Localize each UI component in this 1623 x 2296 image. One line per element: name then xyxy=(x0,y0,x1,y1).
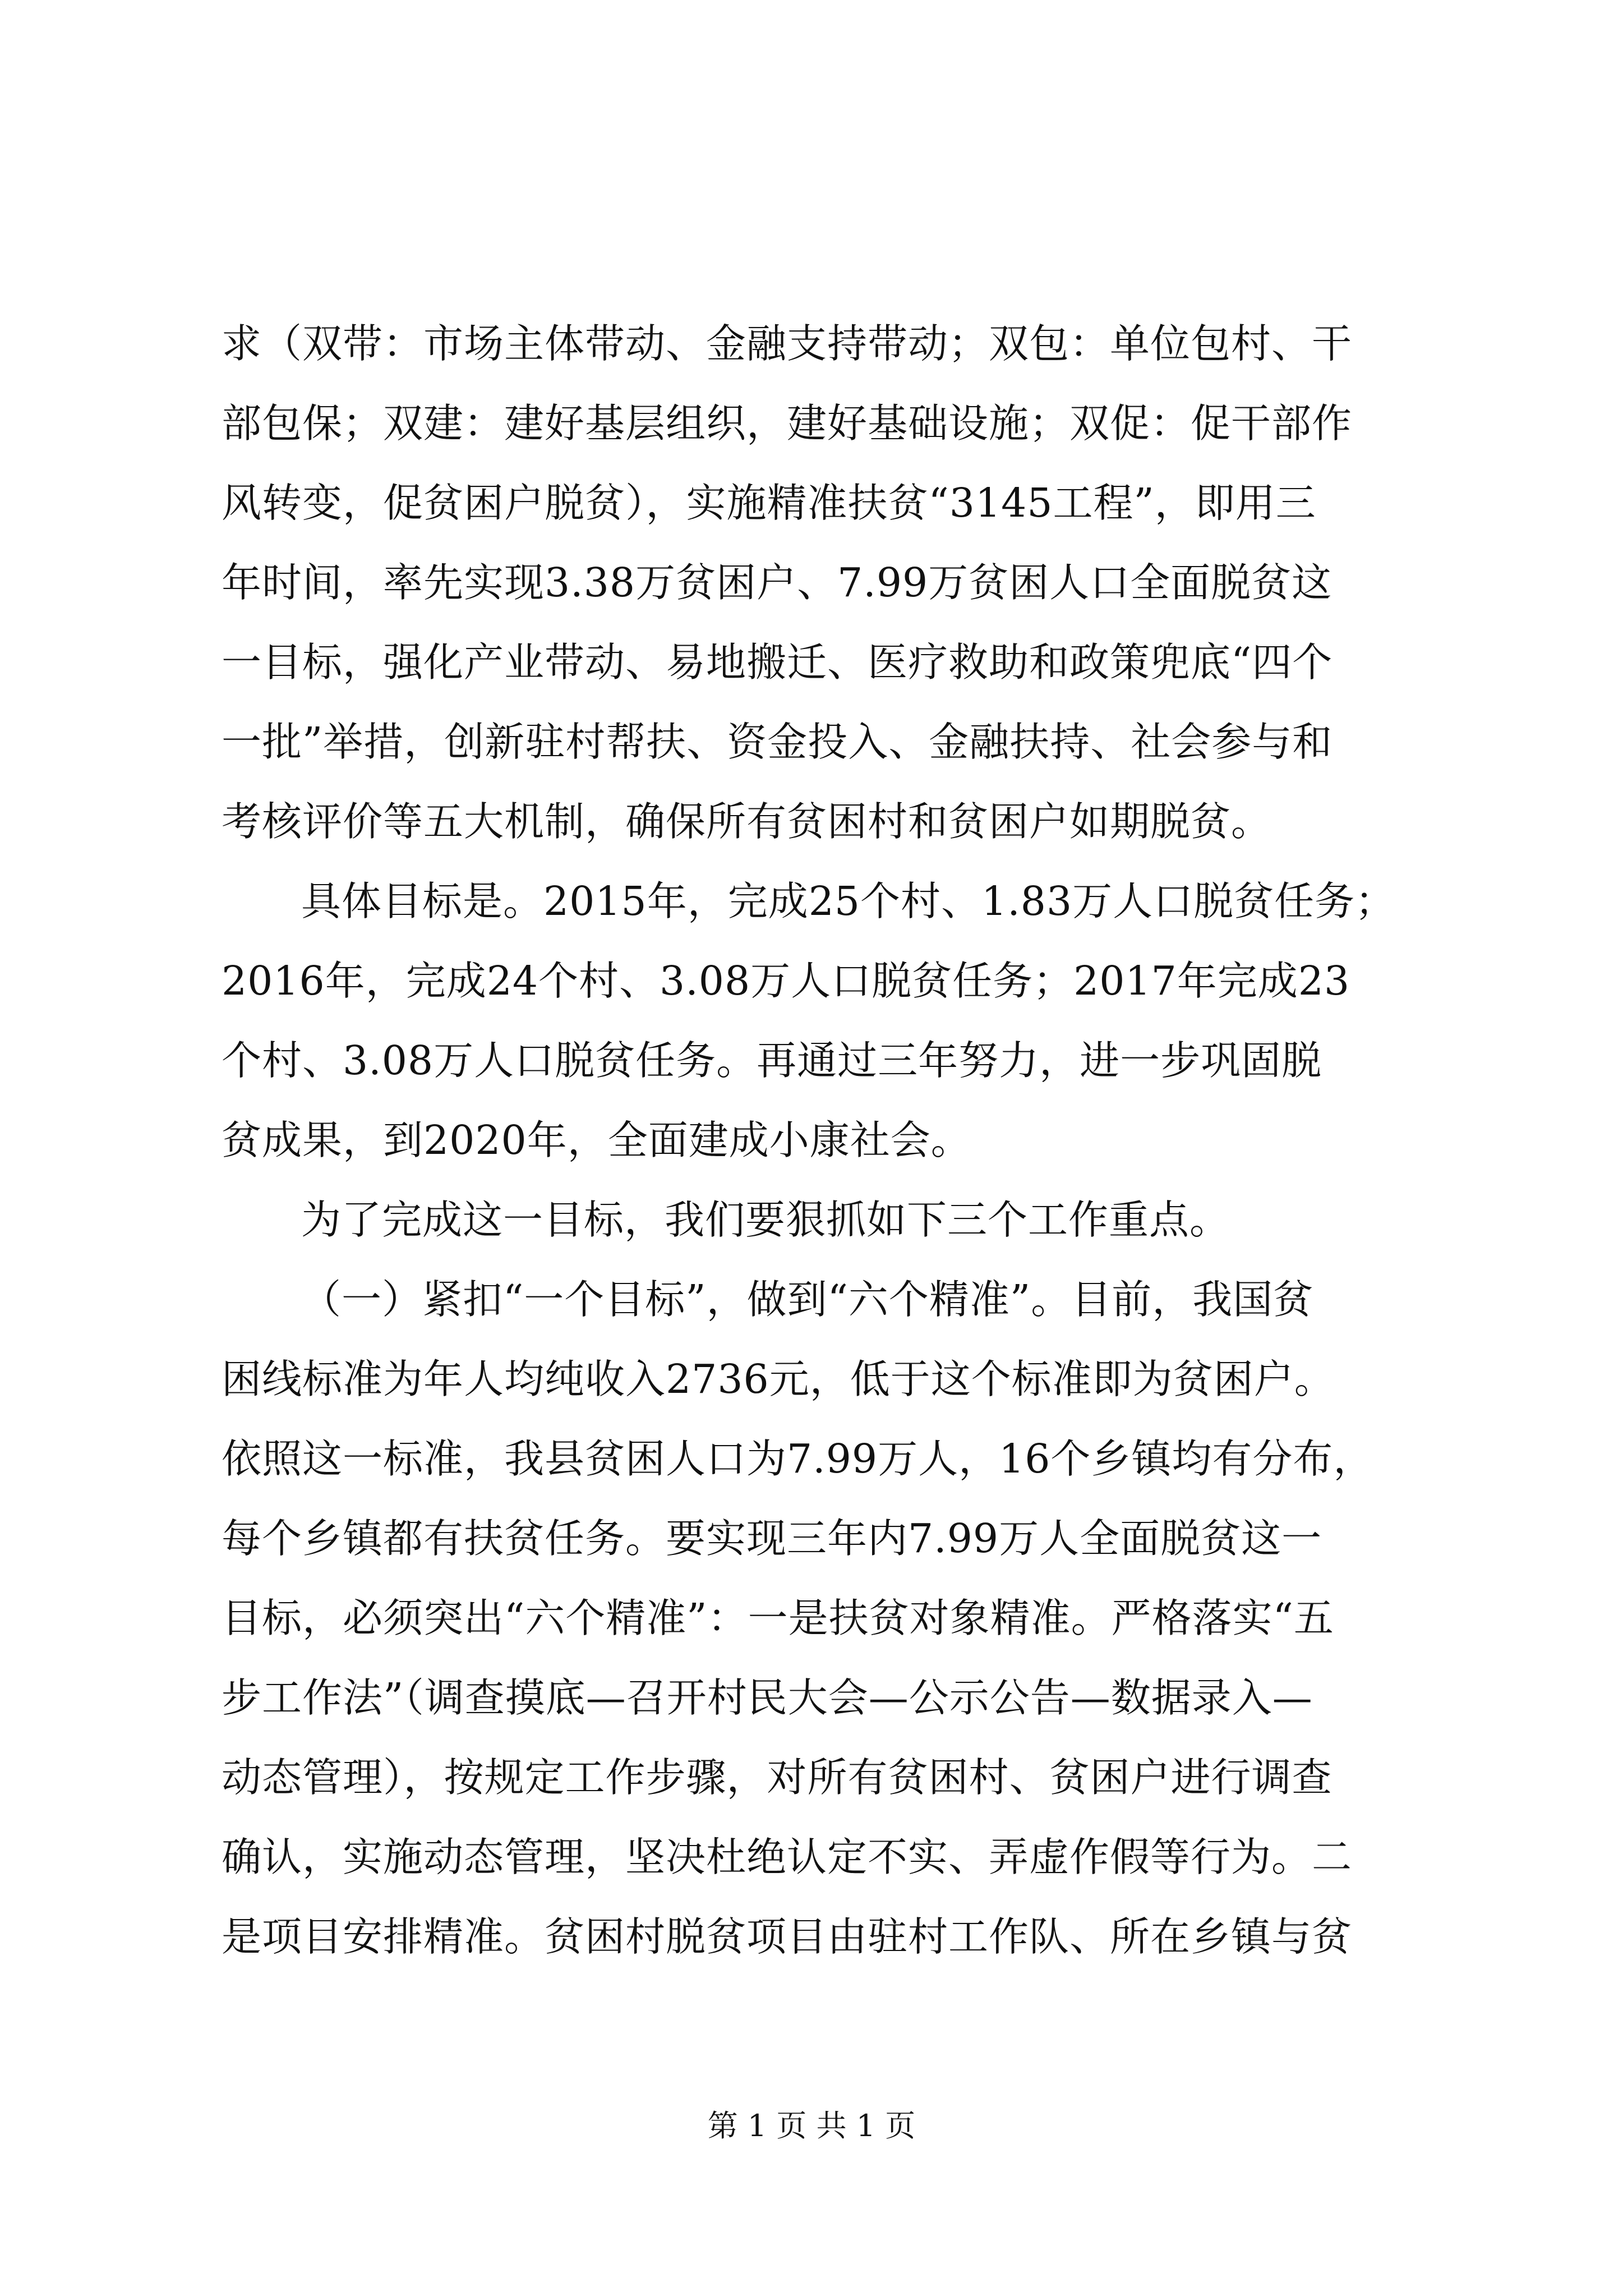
text-line: 贫成果，到2020年，全面建成小康社会。 xyxy=(222,1117,971,1163)
paragraph-first-line: 具体目标是。2015年，完成25个村、1.83万人口脱贫任务； xyxy=(301,878,1396,924)
page-number-footer: 第 1 页 共 1 页 xyxy=(707,2108,916,2143)
text-line: 困线标准为年人均纯收入2736元，低于这个标准即为贫困户。 xyxy=(222,1356,1335,1402)
paragraph-first-line: （一）紧扣“一个目标”，做到“六个精准”。目前，我国贫 xyxy=(301,1276,1314,1323)
text-line: 一批”举措，创新驻村帮扶、资金投入、金融扶持、社会参与和 xyxy=(222,719,1333,765)
text-line: 目标，必须突出“六个精准”：一是扶贫对象精准。严格落实“五 xyxy=(222,1595,1334,1641)
text-line: 风转变，促贫困户脱贫），实施精准扶贫“3145工程”，即用三 xyxy=(222,480,1316,526)
text-line: 是项目安排精准。贫困村脱贫项目由驻村工作队、所在乡镇与贫 xyxy=(222,1913,1353,1960)
text-line: 2016年，完成24个村、3.08万人口脱贫任务；2017年完成23 xyxy=(222,958,1350,1004)
text-line: 一目标，强化产业带动、易地搬迁、医疗救助和政策兜底“四个 xyxy=(222,639,1333,685)
text-line: 步工作法”（调查摸底—召开村民大会—公示公告—数据录入— xyxy=(222,1674,1313,1721)
text-line: 部包保；双建：建好基层组织，建好基础设施；双促：促干部作 xyxy=(222,400,1353,447)
text-line: 求（双带：市场主体带动、金融支持带动；双包：单位包村、干 xyxy=(222,320,1353,367)
text-line: 每个乡镇都有扶贫任务。要实现三年内7.99万人全面脱贫这一 xyxy=(222,1515,1322,1562)
text-line: 考核评价等五大机制，确保所有贫困村和贫困户如期脱贫。 xyxy=(222,798,1272,845)
text-line: 年时间，率先实现3.38万贫困户、7.99万贫困人口全面脱贫这 xyxy=(222,559,1332,606)
text-line: 依照这一标准，我县贫困人口为7.99万人，16个乡镇均有分布， xyxy=(222,1435,1374,1482)
paragraph-first-line: 为了完成这一目标，我们要狠抓如下三个工作重点。 xyxy=(301,1197,1230,1243)
text-line: 动态管理），按规定工作步骤，对所有贫困村、贫困户进行调查 xyxy=(222,1754,1332,1801)
text-line: 个村、3.08万人口脱贫任务。再通过三年努力，进一步巩固脱 xyxy=(222,1037,1322,1084)
text-line: 确认，实施动态管理，坚决杜绝认定不实、弄虚作假等行为。二 xyxy=(222,1834,1353,1880)
